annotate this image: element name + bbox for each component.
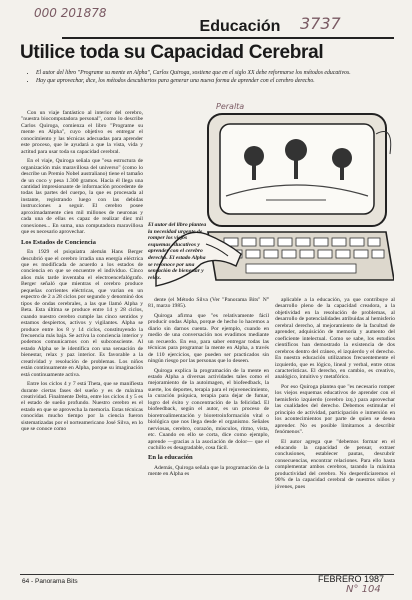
paragraph: Quiroga explica la programación de la mente en estado Alpha a diversas actividades tales como el mejoramiento de la autoimagen, el biofeedback, la suerte, los deportes, terapia para el rejuvenecimiento, la curación psíquica, terapia para dejar de fumar, logro del éxito y concentración de la felicidad. El biofeedback, según el autor, es un proceso de bioretroalimentación y bioretroinformación vital o biológica que nos llega desde el organismo. Señales nerviosas, cerebro, corazón, músculos, ritmo, vista, etc. Cuando en ello se corta, dice como ejemplo, aprende —gracias a la asociación de dolor— que el cuchillo es desagradable, cosa fácil. (148, 367, 269, 451)
subheading: Los Estados de Conciencia (21, 238, 96, 246)
paragraph: Entre los ciclos 4 y 7 está Theta, que se manifiesta durante ciertas fases del sueño y es de máxima creatividad. Finalmente Delta, entre los ciclos 4 y 5 es el estado de sueño profundo. Nuestro cerebro es el estado en que se aprovecha la memoria. Estas técnicas conocidas mucho tiempo por la ciencia fueron sistematizadas por el norteamericano José Silva, en lo que se conoce como (21, 381, 143, 433)
summary-bullets (28, 70, 358, 86)
image-caption: El autor del libro plantea la necesidad urgente de romper los viejos esquemas educativos y aprender con el cerebro derecho. El estado Alpha se reconoce por una sensación de bienestar y relax. (148, 222, 207, 281)
article-column-3 (275, 297, 395, 572)
summary-bullet: • El autor del libro "Programe su mente en Alpha", Carlos Quiroga, sostiene que en el siglo XX debe reformarse los métodos educativos. (36, 70, 358, 77)
section-header: Educación (199, 18, 281, 35)
paragraph: Quiroga afirma que "es relativamente fácil producir ondas Alpha, porque de hecho lo hacemos a diario sin darnos cuenta. Por ejemplo, cuando en medio de una conversación nos evadimos mediante un recuerdo. En eso, para saber entregar todas las técnicas para programar la mente en Alpha, a través de 110 ejercicios, que pueden ser practicados sin ningún riesgo por las personas que lo deseen. (148, 312, 269, 365)
paragraph: Por eso Quiroga plantea que "es necesario romper los viejos esquemas educativos de aprender con el hemisferio izquierdo (cerebro izq.) para aprovechar las cualidades del derecho. Debemos estimular el principio de actividad, participación e inmersión en los acontecimientos por parte de quien se desea aprender. No es posible limitarnos a describir fenómenos". (275, 383, 395, 436)
paragraph: Además, Quiroga señala que la programación de la mente en Alpha es (148, 464, 269, 478)
handwritten-code: 000 201878 (34, 6, 107, 20)
article-title: Utilice toda su Capacidad Cerebral (20, 42, 324, 63)
footer-date: FEBRERO 1987 (318, 574, 385, 584)
footer-page-label: 64 - Panorama Bits (22, 578, 78, 585)
paragraph: dente (el Método Silva (Ver "Panorama Bits" N° 81, marzo 1985). (148, 297, 269, 310)
handwritten-issue-number: N° 104 (346, 584, 381, 595)
paragraph: En 1929 el psiquiatra alemán Hans Berger descubrió que el cerebro irradia una energía eléctrica que es modificada de acuerdo a los estados de conciencia en que se encuentre el individuo. Cinco años más tarde inventaba el electroencefalógrafo. Berger señaló que mientras el cerebro produce pequeñas corrientes eléctricas, que varían en un espectro de 2 a 28 ciclos por segundo y denominó dos tipos de ondas cerebrales, a las que llamó Alpha y Beta. Esta última se produce entre 14 y 28 ciclos, cuando nuestro cerebro cumple las cinco sentidos y estamos despiertos, activos y vigilantes. Alpha se produce entre los 8 y 14 ciclos, constituyendo la frecuencia más baja. Se activa la conciencia interior y podemos comunicarnos con el subconsciente. Al estado Alpha se le identifica con una sensación de bienestar, relax y paz interior. Es favorable a la creatividad y resolución de problemas. Los niños están continuamente en Alpha, porque su imaginación está continuamente activa. (21, 249, 143, 378)
paragraph: aplicable a la educación, ya que contribuye al desarrollo pleno de la capacidad creadora, a la objetividad en la resolución de problemas, al desarrollo de potencialidades atribuidas al hemisferio cerebral derecho, al mejoramiento de la facultad de aprender, adquisición de memoria y aumento del coeficiente intelectual. Como se sabe, los estudios científicos han demostrado la existencia de dos cerebros dentro del cráneo, el izquierdo y el derecho. En nuestra educación utilizamos frecuentemente el izquierdo, que es lógico, lineal y verbal, entre otras características. El derecho, en cambio, es creativo, analógico, intuitivo y metafórico. (275, 297, 395, 381)
article-column-2 (148, 297, 269, 572)
subheading: En la educación (148, 454, 193, 462)
paragraph: El autor agrega que "debemos formar en el educando la capacidad de pensar, extraer conclusiones, establecer pautas, descubrir consecuencias, encontrar relaciones. Para ello hasta complementar ambos cerebros, tarando la máxima productividad del cerebro. No desperdiciaremos el 90% de la capacidad cerebral de nuestros niños y jóvenes, pues (275, 438, 395, 490)
summary-bullet: • Hay que aprovechar, dice, los métodos descubiertos para generar una nueva forma de aprender con el cerebro derecho. (36, 78, 358, 85)
article-column-1 (21, 110, 143, 572)
handwritten-number: 3737 (300, 14, 341, 33)
paragraph: Con un viaje fantástico al interior del cerebro, "nuestra biocomputadora personal", como lo describe Carlos Quiroga, comienza el libro "Programe su mente en Alpha", cuyo objetivo es entregar el conocimiento y las técnicas adecuadas para aprender este proceso, que le ayudará a que la vista, vida y actitud para usar toda su capacidad cerebral. (21, 110, 143, 155)
header-rule (62, 37, 394, 39)
illustrator-signature: Peralta (216, 102, 245, 111)
paragraph: En el viaje, Quiroga señala que "esa estructura de organización más maravillosa del universo" (como lo describe un Premio Nobel australiano) tiene el tamaño de un coco y pesa 1.300 gramos. Hacia él llega una cantidad impresionante de información procedente de todas las partes del cuerpo, la que es procesada al instante, registrando luego con las debidas instrucciones a seguir. El cerebro posee aproximadamente cien mil millones de neuronas y cada una de ellas es capaz de realizar diez mil conexiones... En suma, una computadora maravillosa que es necesario aprovechar. (21, 158, 143, 236)
